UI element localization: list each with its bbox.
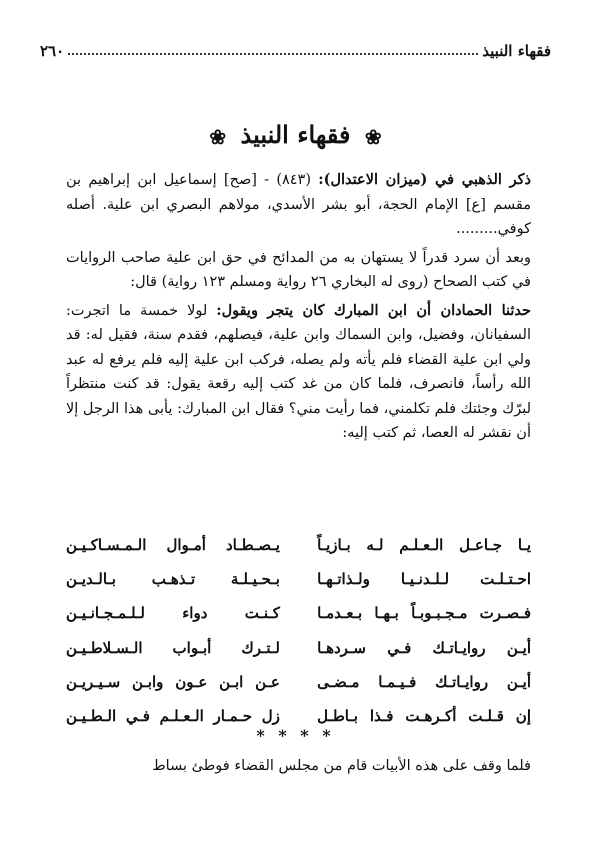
verse-second-hemistich: عـن ابـن عـون وابـن سـيـريـن [66, 672, 280, 691]
paragraph-text: وبعد أن سرد قدراً لا يستهان به من المدائح في حق ابن علية صاحب الروايات في كتب الصحاح (روى له البخاري ٢٦ رواية ومسلم ١٢٣ رواية) قال: [66, 249, 531, 290]
flower-ornament-icon: ❀ [364, 124, 382, 149]
closing-line: فلما وقف على هذه الأبيات قام من مجلس القضاء فوطئ بساط [152, 758, 531, 774]
chapter-heading [0, 120, 591, 149]
running-header [40, 38, 551, 60]
verse-first-hemistich: احـتـلـت لـلـدنـيـا ولـذاتـهـا [317, 570, 531, 589]
verse-first-hemistich: أيـن روايـاتـك فـيـمـا مـضـى [317, 672, 531, 691]
poem-verse [66, 562, 531, 596]
poem-verse [66, 596, 531, 630]
paragraph [66, 168, 531, 242]
verse-second-hemistich: لـتـرك أبـواب الـسـلاطـيـن [66, 638, 280, 657]
header-dot-leader [68, 53, 478, 55]
verse-first-hemistich: يـا جـاعـل الـعـلـم لـه بـازيـاً [317, 536, 531, 555]
verse-second-hemistich: زل حـمـار الـعـلـم فـي الـطـيـن [66, 707, 280, 726]
verse-first-hemistich: إن قـلـت أكـرهـت فـذا بـاطـل [317, 707, 531, 726]
verse-second-hemistich: يـصـطـاد أمـوال الـمـسـاكـيـن [66, 536, 280, 555]
verse-first-hemistich: أيـن روايـاتـك فـي سـردهـا [317, 638, 531, 657]
paragraph-lead: ذكر الذهبي في (ميزان الاعتدال): [318, 171, 531, 188]
poem-verse [66, 528, 531, 562]
paragraph-text: (٨٤٣) - [صح] إسماعيل ابن إبراهيم بن مقسم [ع] الإمام الحجة، أبو بشر الأسدي، مولاهم البصري ابن علية. أصله كوفي......... [66, 172, 531, 237]
section-separator: * * * * [256, 726, 335, 745]
poem [66, 528, 531, 733]
paragraph-lead: حدثنا الحمادان أن ابن المبارك كان يتجر ويقول: [216, 301, 531, 319]
header-title: فقهاء النبيذ [482, 42, 551, 60]
poem-verse [66, 631, 531, 665]
poem-verse [66, 665, 531, 699]
chapter-title: فقهاء النبيذ [240, 120, 351, 149]
verse-first-hemistich: فـصـرت مـجـبـوبـاً بـهـا بـعـدمـا [317, 604, 531, 623]
paragraph [66, 246, 531, 295]
paragraph [66, 299, 531, 446]
body-text [66, 168, 531, 450]
verse-second-hemistich: بـحـيـلـة تـذهـب بـالـديـن [66, 570, 280, 589]
verse-second-hemistich: كـنـت دواء لـلـمـجـانـيـن [66, 604, 280, 623]
flower-ornament-icon: ❀ [209, 124, 227, 149]
paragraph-text: لولا خمسة ما اتجرت: السفيانان، وفضيل، وابن السماك وابن علية، فيصلهم، فقدم سنة، فقيل له: قد ولي ابن علية القضاء فلم يأته ولم يصله، فركب ابن علية إليه فلم يرفع له عبد الله رأساً، فانصرف، فلما كان من غد كتب إليه رقعة يقول: قد كنت منتظراً لبرّك وجئتك فلم تكلمني، فما رأيت مني؟ فقال ابن المبارك: يأبى هذا الرجل إلا أن نقشر له العصا، ثم كتب إليه: [66, 302, 531, 441]
page-number: ٢٦٠ [40, 42, 65, 60]
